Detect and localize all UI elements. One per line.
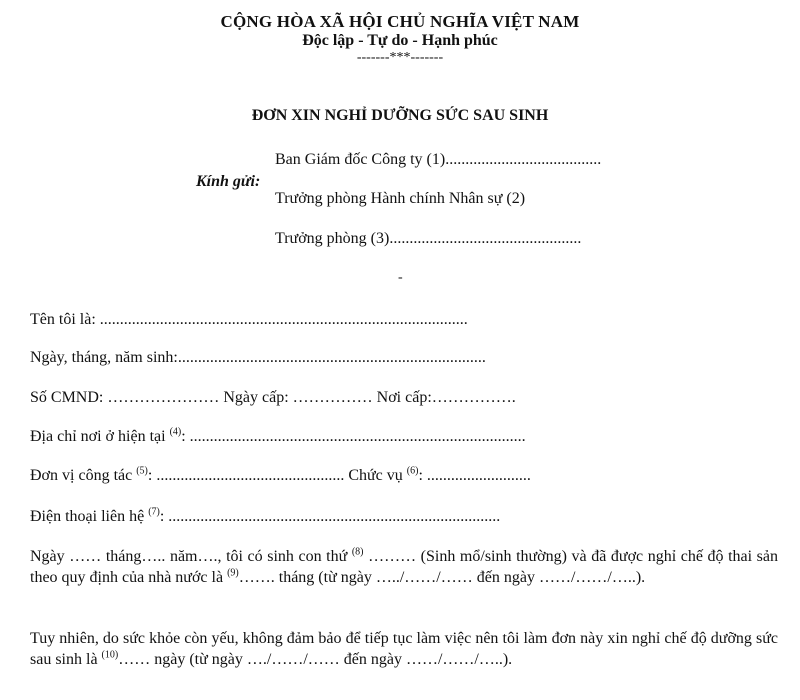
paragraph-maternity — [30, 546, 778, 588]
recipient-dept-head: Trưởng phòng (3)................................................ — [275, 230, 582, 247]
unit-dots: : ............................................... Chức vụ — [147, 467, 403, 484]
note-9: (9) — [227, 567, 239, 579]
note-5: (5) — [136, 465, 148, 477]
note-10: (10) — [101, 649, 119, 661]
note-4: (4) — [169, 426, 182, 438]
field-phone — [30, 508, 500, 526]
kinh-gui-label: Kính gửi: — [196, 173, 261, 190]
separator-dash: - — [398, 270, 403, 285]
address-label: Địa chỉ nơi ở hiện tại — [30, 428, 166, 445]
phone-dots: : ................................................................................... — [159, 508, 501, 525]
phone-label: Điện thoại liên hệ — [30, 508, 145, 525]
address-dots: : .................................................................................... — [181, 428, 526, 445]
recipient-board: Ban Giám đốc Công ty (1)....................................... — [275, 151, 602, 168]
p2-text-b: …… ngày (từ ngày …./……/…… đến ngày ……/……/…..). — [118, 651, 513, 668]
p2-text-a: Tuy nhiên, do sức khỏe còn yếu, không đảm bảo để tiếp tục làm việc nên tôi làm đơn này xin nghỉ chế độ dưỡng sức sau sinh là — [30, 630, 778, 668]
motto: Độc lập - Tự do - Hạnh phúc — [302, 32, 498, 49]
p1-text-a: Ngày …… tháng….. năm…., tôi có sinh con thứ — [30, 548, 352, 565]
note-8: (8) — [351, 546, 364, 558]
position-dots: : .......................... — [418, 467, 531, 484]
paragraph-recovery — [30, 628, 778, 670]
field-unit-position — [30, 467, 531, 485]
note-7: (7) — [148, 506, 160, 518]
field-name: Tên tôi là: ............................................................................................ — [30, 311, 468, 328]
recipient-hr-head: Trưởng phòng Hành chính Nhân sự (2) — [275, 190, 526, 207]
note-6: (6) — [406, 465, 419, 477]
field-dob: Ngày, tháng, năm sinh:............................................................................. — [30, 349, 486, 366]
header-divider: -------***------- — [356, 50, 444, 65]
unit-label: Đơn vị công tác — [30, 467, 133, 484]
document-title: ĐƠN XIN NGHỈ DƯỠNG SỨC SAU SINH — [251, 107, 549, 124]
p1-text-c: ……. tháng (từ ngày …../……/…… đến ngày ……/……/…..). — [238, 569, 646, 586]
field-address — [30, 428, 526, 446]
national-title: CỘNG HÒA XÃ HỘI CHỦ NGHĨA VIỆT NAM — [220, 12, 580, 31]
field-cmnd: Số CMND: ………………… Ngày cấp: …………… Nơi cấp:……………. — [30, 389, 516, 406]
p1-text-b: ……… (Sinh mổ/sinh thường) và đã được nghỉ chế độ thai sản theo quy định của nhà nước là — [30, 548, 778, 586]
